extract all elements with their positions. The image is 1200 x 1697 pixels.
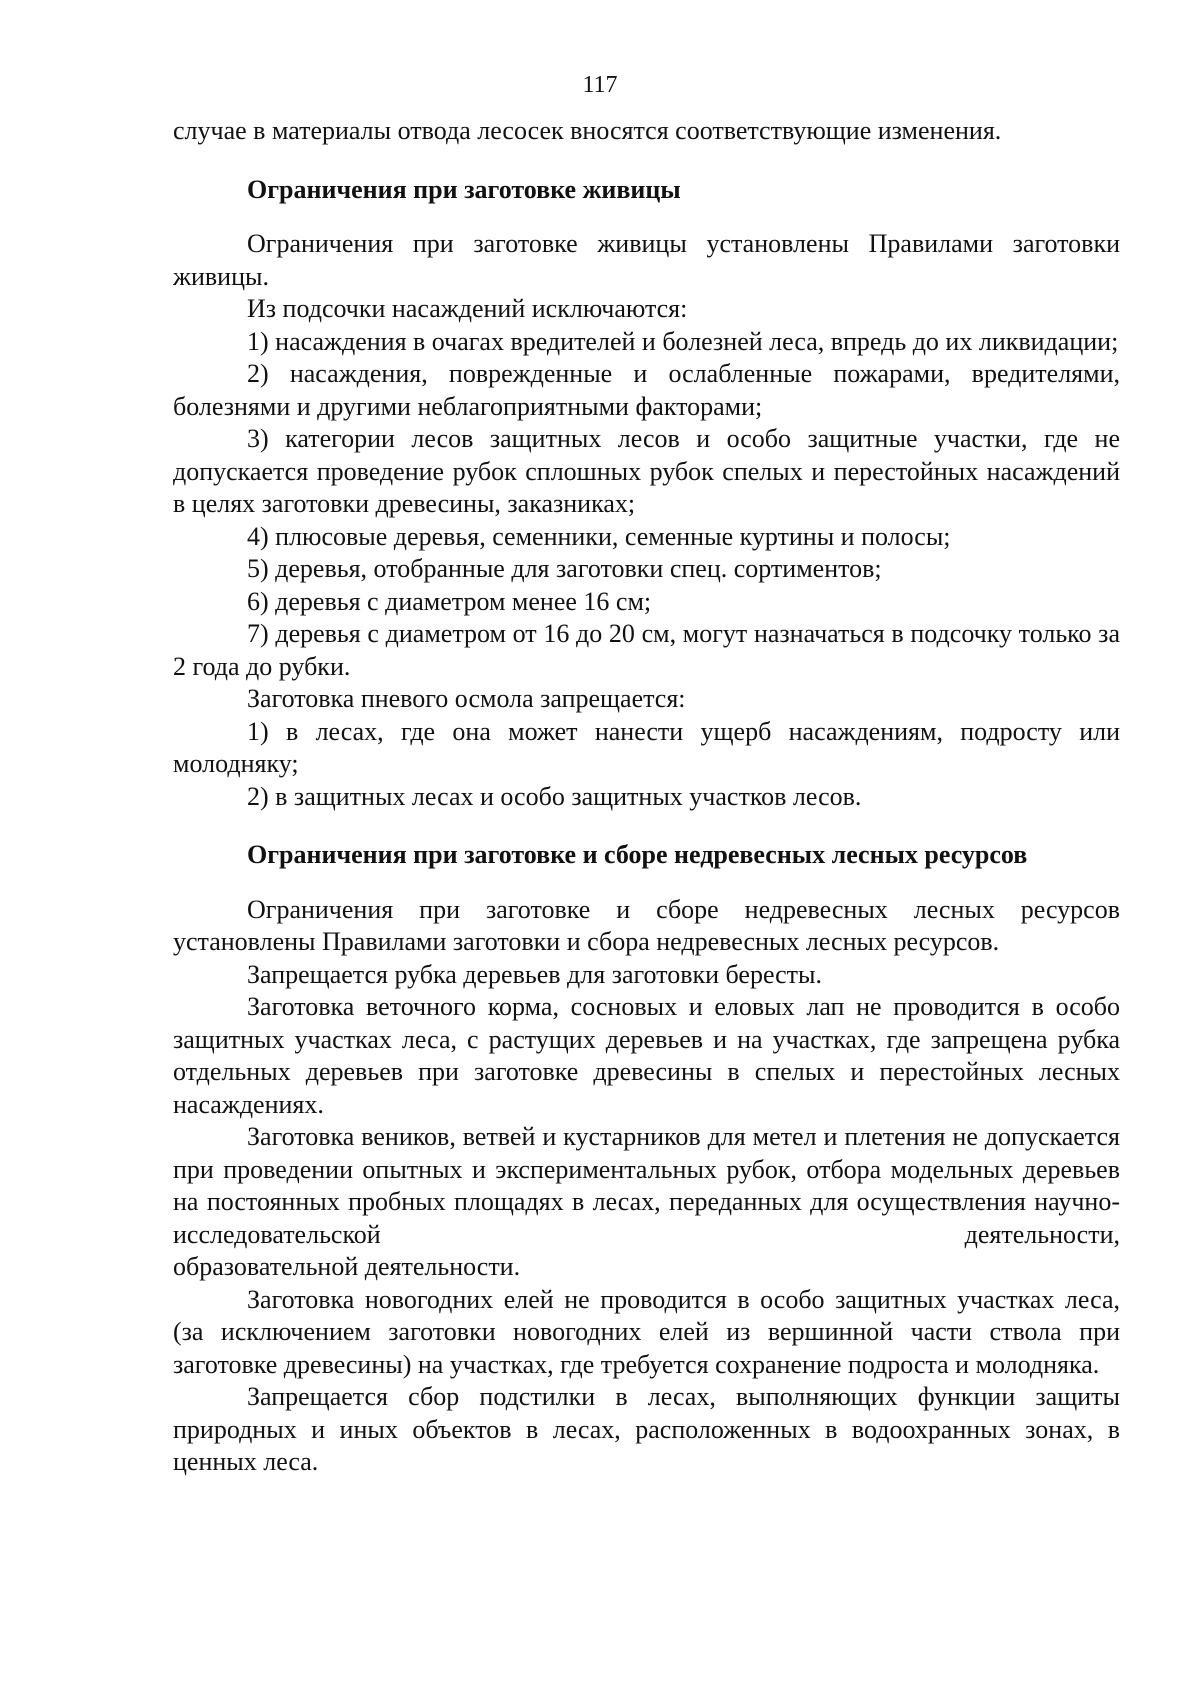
paragraph: Заготовка веточного корма, сосновых и еловых лап не проводится в особо защитных участках леса, с растущих деревьев и на участках, где запрещена рубка отдельных деревьев при заготовке древесины в спелых и перестойных лесных насаждениях. <box>173 992 1120 1119</box>
intro-line: случае в материалы отвода лесосек вносятся соответствующие изменения. <box>173 116 1002 145</box>
paragraph: Запрещается рубка деревьев для заготовки бересты. <box>247 959 823 989</box>
paragraph: Запрещается сбор подстилки в лесах, выполняющих функции защиты природных и иных объектов в лесах, расположенных в водоохранных зонах, в ценных леса. <box>173 1382 1120 1476</box>
list-item: 6) деревья с диаметром менее 16 см; <box>247 586 652 616</box>
list-item: 1) насаждения в очагах вредителей и болезней леса, впредь до их ликвидации; <box>247 326 1119 356</box>
section-heading-non-timber: Ограничения при заготовке и сборе недревесных лесных ресурсов <box>247 840 1028 869</box>
list-item: 5) деревья, отобранные для заготовки спец. сортиментов; <box>247 554 882 583</box>
paragraph: Ограничения при заготовке и сборе недревесных лесных ресурсов установлены Правилами заготовки и сбора недревесных лесных ресурсов. <box>173 894 1120 956</box>
paragraph: Заготовка веников, ветвей и кустарников для метел и плетения не допускается при проведении опытных и экспериментальных рубок, отбора модельных деревьев на постоянных пробных площадях в лесах, переданных для осуществления научно-исследовательской деятельности, <box>173 1122 1120 1249</box>
paragraph: Из подсочки насаждений исключаются: <box>247 294 688 323</box>
list-item: 4) плюсовые деревья, семенники, семенные куртины и полосы; <box>247 521 951 551</box>
paragraph: Заготовка новогодних елей не проводится в особо защитных участках леса, (за исключением заготовки новогодних елей из вершинной части ствола при заготовке древесины) на участках, где требуется сохранение подроста и молодняка. <box>173 1284 1120 1379</box>
list-item: 2) в защитных лесах и особо защитных участков лесов. <box>247 781 862 811</box>
paragraph-continuation: образовательной деятельности. <box>173 1252 521 1281</box>
list-item: 7) деревья с диаметром от 16 до 20 см, могут назначаться в подсочку только за 2 года до рубки. <box>173 619 1120 681</box>
section-heading-resin: Ограничения при заготовке живицы <box>247 174 681 204</box>
page-content <box>173 115 1120 1479</box>
list-item: 3) категории лесов защитных лесов и особо защитные участки, где не допускается проведение рубок сплошных рубок спелых и перестойных насаждений в целях заготовки древесины, заказниках; <box>173 424 1120 518</box>
paragraph: Ограничения при заготовке живицы установлены Правилами заготовки живицы. <box>173 229 1120 291</box>
list-item: 2) насаждения, поврежденные и ослабленные пожарами, вредителями, болезнями и другими неблагоприятными факторами; <box>173 359 1120 421</box>
list-item: 1) в лесах, где она может нанести ущерб насаждениям, подросту или молодняку; <box>173 716 1120 778</box>
page-number: 117 <box>582 72 618 98</box>
paragraph: Заготовка пневого осмола запрещается: <box>247 684 686 713</box>
